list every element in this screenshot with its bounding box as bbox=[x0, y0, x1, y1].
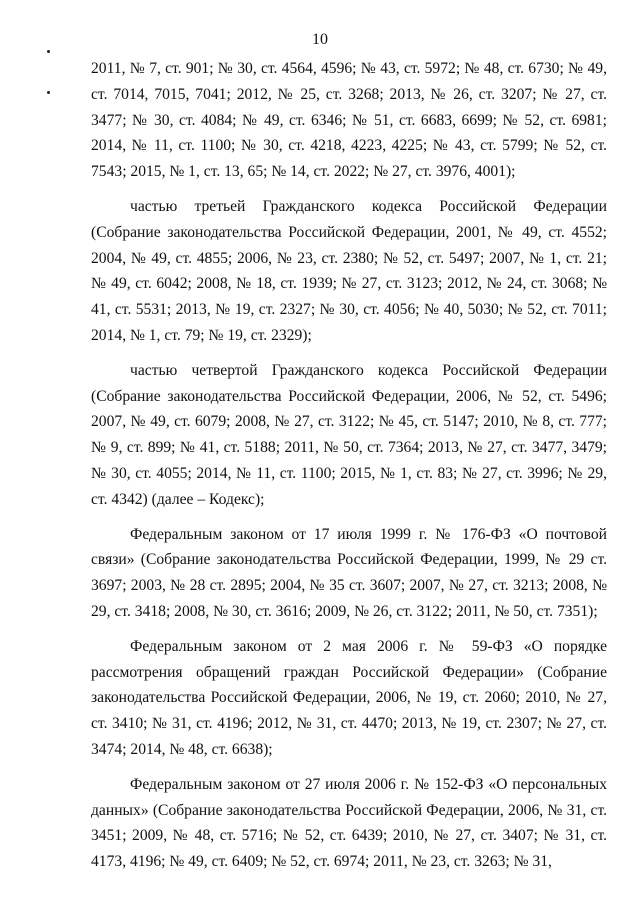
paragraph-postal-law: Федеральным законом от 17 июля 1999 г. № 176-ФЗ «О почтовой связи» (Собрание законодательства Российской Федерации, 1999, № 29 ст. 3697; 2003, № 28 ст. 2895; 2004, № 35 ст. 3607; 2007, № 27, ст. 3213; 2008, № 29, ст. 3418; 2008, № 30, ст. 3616; 2009, № 26, ст. 3122; 2011, № 50, ст. 7351); bbox=[91, 525, 607, 620]
paragraph-personal-data-law: Федеральным законом от 27 июля 2006 г. № 152-ФЗ «О персональных данных» (Собрание законодательства Российской Федерации, 2006, № 31, ст. 3451; 2009, № 48, ст. 5716; № 52, ст. 6439; 2010, № 27, ст. 3407; № 31, ст. 4173, 4196; № 49, ст. 6409; № 52, ст. 6974; 2011, № 23, ст. 3263; № 31, bbox=[91, 775, 607, 871]
page-number: 10 bbox=[312, 31, 328, 48]
paragraph-civil-code-part-four: частью четвертой Гражданского кодекса Российской Федерации (Собрание законодательства Российской Федерации, 2006, № 52, ст. 5496; 2007, № 49, ст. 6079; 2008, № 27, ст. 3122; № 45, ст. 5147; 2010, № 8, ст. 777; № 9, ст. 899; № 41, ст. 5188; 2011, № 50, ст. 7364; 2013, № 27, ст. 3477, 3479; № 30, ст. 4055; 2014, № 11, ст. 1100; 2015, № 1, ст. 83; № 27, ст. 3996; № 29, ст. 4342) (далее – Кодекс); bbox=[91, 361, 607, 508]
paragraph-civil-code-part-three: частью третьей Гражданского кодекса Российской Федерации (Собрание законодательства Российской Федерации, 2001, № 49, ст. 4552; 2004, № 49, ст. 4855; 2006, № 23, ст. 2380; № 52, ст. 5497; 2007, № 1, ст. 21; № 49, ст. 6042; 2008, № 18, ст. 1939; № 27, ст. 3123; 2012, № 24, ст. 3068; № 41, ст. 5531; 2013, № 19, ст. 2327; № 30, ст. 4056; № 40, 5030; № 52, ст. 7011; 2014, № 1, ст. 79; № 19, ст. 2329); bbox=[91, 197, 607, 344]
paragraph-continuation: 2011, № 7, ст. 901; № 30, ст. 4564, 4596; № 43, ст. 5972; № 48, ст. 6730; № 49, ст. 7014, 7015, 7041; 2012, № 25, ст. 3268; 2013, № 26, ст. 3207; № 27, ст. 3477; № 30, ст. 4084; № 49, ст. 6346; № 51, ст. 6683, 6699; № 52, ст. 6981; 2014, № 11, ст. 1100; № 30, ст. 4218, 4223, 4225; № 43, ст. 5799; № 52, ст. 7543; 2015, № 1, ст. 13, 65; № 14, ст. 2022; № 27, ст. 3976, 4001); bbox=[91, 60, 607, 181]
margin-mark bbox=[47, 50, 50, 53]
paragraph-citizen-appeals-law: Федеральным законом от 2 мая 2006 г. № 59-ФЗ «О порядке рассмотрения обращений граждан Российской Федерации» (Собрание законодательства Российской Федерации, 2006, № 19, ст. 2060; 2010, № 27, ст. 3410; № 31, ст. 4196; 2012, № 31, ст. 4470; 2013, № 19, ст. 2307; № 27, ст. 3474; 2014, № 48, ст. 6638); bbox=[91, 637, 607, 758]
document-body bbox=[91, 56, 607, 875]
margin-mark bbox=[47, 91, 50, 94]
